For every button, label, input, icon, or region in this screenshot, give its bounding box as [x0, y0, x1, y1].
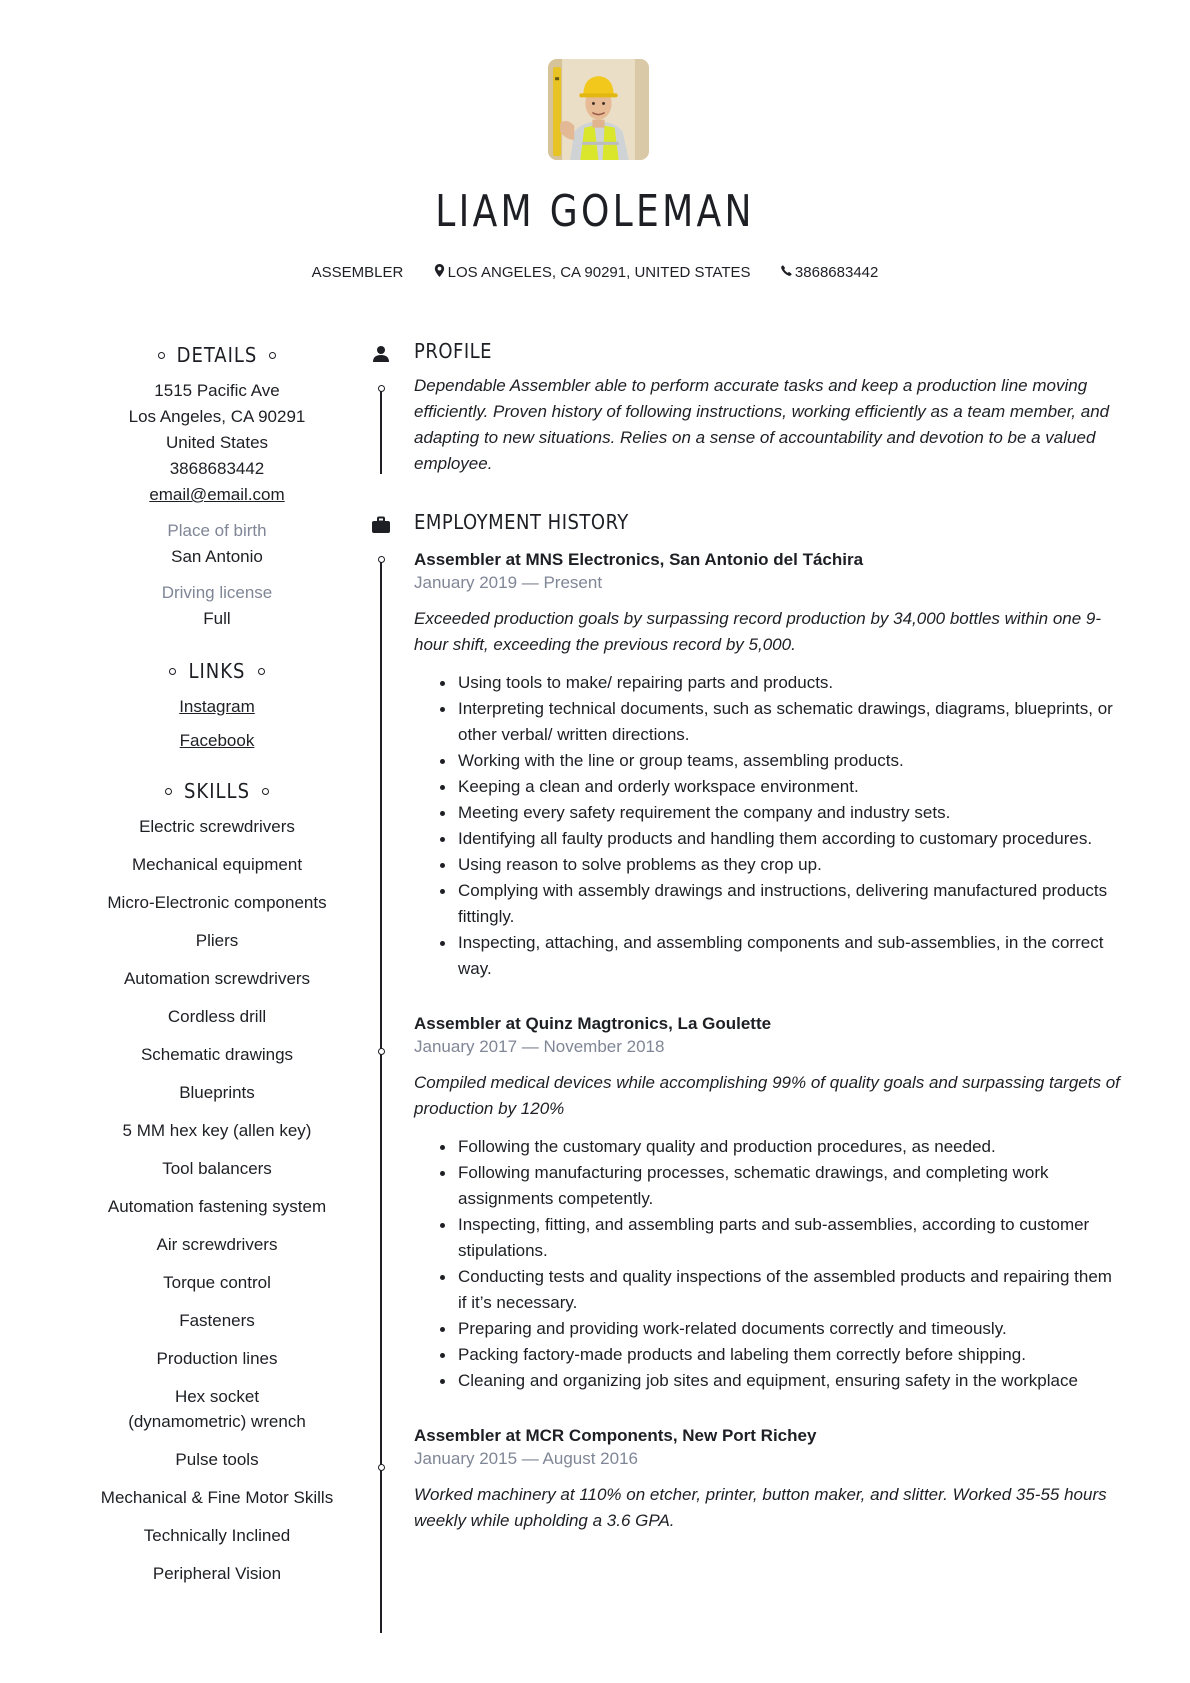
skill-item: Peripheral Vision — [152, 1564, 282, 1583]
skill-item: Fasteners — [179, 1311, 255, 1330]
timeline-line-employment — [380, 562, 382, 1633]
list-item: Using tools to make/ repairing parts and products. — [436, 670, 1124, 696]
list-item: Preparing and providing work-related documents correctly and timeously. — [436, 1316, 1124, 1342]
job-summary: Compiled medical devices while accomplishing 99% of quality goals and surpassing targets of production by 120% — [414, 1073, 1120, 1118]
driving-license: Full — [203, 609, 231, 628]
timeline-dot — [378, 1048, 385, 1055]
profile-heading: PROFILE — [414, 339, 493, 363]
job-entry — [414, 1424, 1124, 1534]
skills-heading: SKILLS — [80, 776, 354, 806]
skill-item: Blueprints — [179, 1083, 255, 1102]
skill-item: Torque control — [163, 1273, 271, 1292]
facebook-link[interactable]: Facebook — [179, 731, 255, 750]
country: United States — [165, 433, 269, 452]
timeline-line-profile — [380, 388, 382, 474]
person-icon — [371, 344, 391, 364]
briefcase-icon — [371, 515, 391, 535]
place-of-birth-label: Place of birth — [167, 521, 267, 540]
list-item: Using reason to solve problems as they crop up. — [436, 852, 1124, 878]
list-item: Meeting every safety requirement the company and industry sets. — [436, 800, 1124, 826]
skill-item: 5 MM hex key (allen key) — [122, 1121, 312, 1140]
job-dates: January 2017 — November 2018 — [414, 1037, 665, 1056]
skill-item: Schematic drawings — [140, 1045, 294, 1064]
skill-item: Automation screwdrivers — [123, 969, 311, 988]
skill-item: Automation fastening system — [107, 1197, 327, 1216]
ring-icon — [258, 668, 265, 675]
job-bullets — [436, 1134, 1124, 1394]
list-item: Packing factory-made products and labeling them correctly before shipping. — [436, 1342, 1124, 1368]
list-item: Identifying all faulty products and handling them according to customary procedures. — [436, 826, 1124, 852]
list-item: Conducting tests and quality inspections of the assembled products and repairing them if it’s necessary. — [436, 1264, 1124, 1316]
driving-license-label: Driving license — [161, 583, 273, 602]
profile-section — [414, 339, 1124, 477]
profile-text: Dependable Assembler able to perform accurate tasks and keep a production line moving efficiently. Proven history of following instructions, working efficiently as a team member, and adapting to new situations. Relies on a sense of accountability and devotion to be a valued employee. — [414, 376, 1110, 473]
job-summary: Exceeded production goals by surpassing record production by 34,000 bottles within one 9-hour shift, exceeding the previous record by 5,000. — [414, 609, 1102, 654]
skill-item: Micro-Electronic components — [107, 893, 327, 912]
list-item: Following manufacturing processes, schematic drawings, and completing work assignments competently. — [436, 1160, 1124, 1212]
list-item: Inspecting, attaching, and assembling components and sub-assemblies, in the correct way. — [436, 930, 1124, 982]
ring-icon — [262, 788, 269, 795]
job-title: Assembler at MNS Electronics, San Antonio del Táchira — [414, 550, 864, 569]
details-phone: 3868683442 — [169, 459, 265, 478]
ring-icon — [158, 352, 165, 359]
location — [434, 263, 751, 281]
skill-item: Tool balancers — [162, 1159, 272, 1178]
address-line-2: Los Angeles, CA 90291 — [128, 407, 306, 426]
skill-item: Air screwdrivers — [156, 1235, 278, 1254]
skill-item: Pliers — [195, 931, 239, 950]
job-entry — [414, 1012, 1124, 1394]
job-title: Assembler at Quinz Magtronics, La Goulette — [414, 1014, 772, 1033]
skill-item: Mechanical equipment — [131, 855, 303, 874]
location-text: LOS ANGELES, CA 90291, UNITED STATES — [447, 263, 751, 281]
place-of-birth: San Antonio — [171, 547, 263, 566]
address-line-1: 1515 Pacific Ave — [154, 381, 280, 400]
ring-icon — [165, 788, 172, 795]
phone — [781, 263, 878, 281]
job-title: Assembler at MCR Components, New Port Richey — [414, 1426, 817, 1445]
ring-icon — [269, 352, 276, 359]
job-title: ASSEMBLER — [311, 263, 404, 281]
skill-item: Hex socket (dynamometric) wrench — [128, 1387, 306, 1431]
profile-photo — [548, 59, 649, 160]
skill-item: Electric screwdrivers — [139, 817, 295, 836]
skill-item: Production lines — [156, 1349, 278, 1368]
timeline-dot — [378, 385, 385, 392]
employment-heading: EMPLOYMENT HISTORY — [414, 510, 629, 534]
instagram-link[interactable]: Instagram — [179, 697, 255, 716]
employment-section — [414, 510, 1124, 1534]
job-entry — [414, 548, 1124, 982]
details-heading: DETAILS — [80, 340, 354, 370]
ring-icon — [169, 668, 176, 675]
job-dates: January 2015 — August 2016 — [414, 1449, 638, 1468]
timeline-dot — [378, 1464, 385, 1471]
list-item: Interpreting technical documents, such as schematic drawings, diagrams, blueprints, or other verbal/ written directions. — [436, 696, 1124, 748]
job-dates: January 2019 — Present — [414, 573, 603, 592]
job-summary: Worked machinery at 110% on etcher, printer, button maker, and slitter. Worked 35-55 hours weekly while upholding a 3.6 GPA. — [414, 1485, 1107, 1530]
list-item: Working with the line or group teams, assembling products. — [436, 748, 1124, 774]
list-item: Following the customary quality and production procedures, as needed. — [436, 1134, 1124, 1160]
list-item: Cleaning and organizing job sites and equipment, ensuring safety in the workplace — [436, 1368, 1124, 1394]
phone-text: 3868683442 — [794, 263, 879, 281]
skill-item: Mechanical & Fine Motor Skills — [100, 1488, 334, 1507]
map-pin-icon — [434, 264, 445, 277]
headline-bar — [0, 263, 1190, 281]
list-item: Keeping a clean and orderly workspace environment. — [436, 774, 1124, 800]
links-heading: LINKS — [80, 656, 354, 686]
sidebar — [80, 340, 354, 1599]
candidate-name: LIAM GOLEMAN — [435, 186, 755, 237]
skill-item: Cordless drill — [167, 1007, 267, 1026]
timeline-dot — [378, 556, 385, 563]
email-link[interactable]: email@email.com — [149, 485, 285, 504]
list-item: Inspecting, fitting, and assembling parts and sub-assemblies, according to customer stipulations. — [436, 1212, 1124, 1264]
list-item: Complying with assembly drawings and instructions, delivering manufactured products fittingly. — [436, 878, 1124, 930]
phone-icon — [781, 264, 792, 277]
skill-item: Pulse tools — [175, 1450, 259, 1469]
job-bullets — [436, 670, 1124, 982]
skill-item: Technically Inclined — [143, 1526, 291, 1545]
